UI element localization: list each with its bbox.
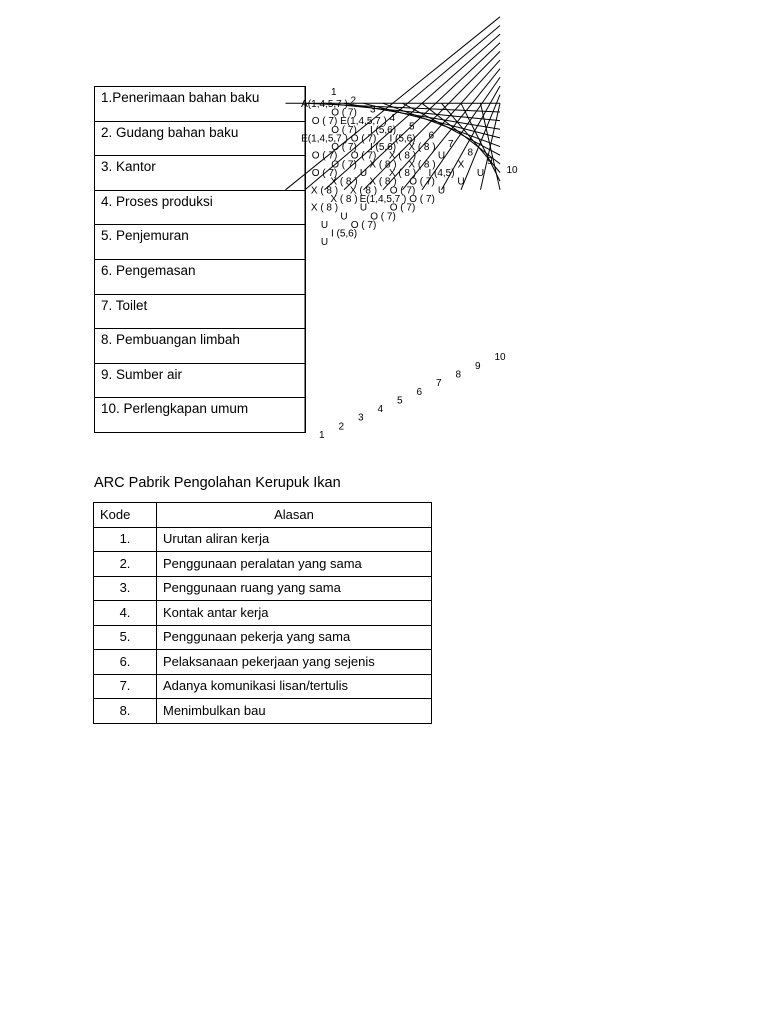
lower-index-label: 3 [358, 412, 364, 424]
relationship-code: I (5,6) [369, 142, 397, 154]
relationship-code: O ( 7) [331, 159, 357, 171]
relationship-code: O ( 7) [331, 124, 357, 136]
relationship-code: X ( 8 ) [408, 159, 436, 171]
lower-index-label: 1 [319, 430, 325, 441]
code-cell: 1. [94, 527, 157, 552]
upper-index-label: 10 [506, 164, 518, 176]
relationship-code: X ( 8 ) [310, 202, 339, 214]
code-cell: 8. [94, 699, 157, 724]
department-item: 5. Penjemuran [95, 225, 305, 260]
relationship-code: O ( 7) [311, 116, 338, 128]
relationship-code: O ( 7) [409, 176, 435, 188]
relationship-code: X ( 8 ) [408, 142, 436, 154]
relationship-code: O ( 7) [311, 168, 338, 179]
relationship-code: O ( 7) [331, 107, 357, 119]
upper-index-label: 9 [487, 156, 493, 168]
relationship-code: A(1,4,5,7 ) [301, 98, 348, 110]
lower-index-label: 6 [416, 386, 423, 398]
upper-index-label: 5 [409, 121, 415, 133]
relationship-code: U [476, 168, 485, 179]
reason-cell: Penggunaan ruang yang sama [157, 576, 432, 601]
relationship-code: X ( 8 ) [330, 176, 358, 188]
relationship-code: E(1,4,5,7 ) [359, 193, 407, 205]
reason-column-header: Alasan [157, 503, 432, 528]
relationship-code: X ( 8 ) [330, 193, 358, 205]
code-cell: 4. [94, 601, 157, 626]
lower-index-label: 8 [455, 369, 462, 381]
department-item: 9. Sumber air [95, 364, 305, 399]
relationship-code: O ( 7) [331, 142, 357, 154]
relationship-code: X ( 8 ) [310, 185, 339, 197]
reason-cell: Urutan aliran kerja [157, 527, 432, 552]
reason-code-table [93, 502, 432, 724]
reason-cell: Adanya komunikasi lisan/tertulis [157, 674, 432, 699]
relationship-code: U [340, 211, 348, 223]
relationship-code: E(1,4,5,7 ) [340, 116, 387, 128]
relationship-code: E(1,4,5,7 ) [301, 133, 348, 145]
relationship-code: X ( 8 ) [388, 168, 417, 179]
relationship-code: O ( 7) [389, 202, 416, 214]
relationship-code: U [320, 237, 329, 249]
table-row [94, 527, 432, 552]
lower-index-label: 7 [436, 378, 442, 390]
department-item: 8. Pembuangan limbah [95, 329, 305, 364]
upper-index-label: 7 [448, 138, 454, 150]
relationship-code: O ( 7) [311, 150, 338, 162]
table-row [94, 576, 432, 601]
lower-index-label: 10 [494, 352, 506, 364]
relationship-code: O ( 7) [409, 193, 435, 205]
relationship-code: O ( 7) [350, 219, 377, 231]
upper-index-label: 4 [389, 112, 396, 124]
code-cell: 5. [94, 625, 157, 650]
lower-index-label: 2 [338, 421, 345, 433]
upper-index-label: 2 [350, 95, 357, 107]
table-row [94, 699, 432, 724]
table-row [94, 674, 432, 699]
department-item: 4. Proses produksi [95, 191, 305, 226]
diagram-caption: ARC Pabrik Pengolahan Kerupuk Ikan [94, 475, 341, 491]
relationship-code: O ( 7) [350, 150, 377, 162]
relationship-code: I (4,5) [428, 168, 455, 179]
relationship-code: X [457, 159, 465, 171]
table-row [94, 601, 432, 626]
reason-cell: Pelaksanaan pekerjaan yang sejenis [157, 650, 432, 675]
relationship-code: U [437, 185, 446, 197]
department-item: 10. Perlengkapan umum [95, 398, 305, 433]
upper-index-label: 1 [331, 87, 337, 98]
relationship-code: U [359, 168, 368, 179]
reason-cell: Kontak antar kerja [157, 601, 432, 626]
table-row [94, 552, 432, 577]
upper-index-label: 3 [370, 104, 376, 116]
reason-cell: Penggunaan pekerja yang sama [157, 625, 432, 650]
department-item: 1.Penerimaan bahan baku [95, 87, 305, 122]
relationship-code: U [359, 202, 368, 214]
department-item: 6. Pengemasan [95, 260, 305, 295]
relationship-code: I (5,6) [330, 228, 358, 240]
reason-cell: Menimbulkan bau [157, 699, 432, 724]
relationship-code: X ( 8 ) [349, 185, 378, 197]
lower-index-label: 9 [475, 360, 481, 372]
table-row [94, 650, 432, 675]
code-column-header: Kode [94, 503, 157, 528]
department-item: 3. Kantor [95, 156, 305, 191]
code-cell: 6. [94, 650, 157, 675]
relationship-code: X ( 8 ) [369, 176, 397, 188]
arc-diagram [0, 0, 768, 470]
reason-cell: Penggunaan peralatan yang sama [157, 552, 432, 577]
department-item: 2. Gudang bahan baku [95, 122, 305, 157]
relationship-code: O ( 7) [370, 211, 396, 223]
upper-index-label: 6 [428, 130, 435, 142]
code-cell: 7. [94, 674, 157, 699]
lower-index-label: 5 [397, 395, 403, 407]
code-cell: 3. [94, 576, 157, 601]
relationship-code: I (5,6) [369, 124, 397, 136]
relationship-code: X ( 8 ) [369, 159, 397, 171]
department-item: 7. Toilet [95, 295, 305, 330]
relationship-code: O ( 7) [389, 185, 416, 197]
relationship-code: U [320, 219, 329, 231]
lower-index-label: 4 [377, 404, 384, 416]
relationship-code: X ( 8 ) [388, 150, 417, 162]
upper-index-label: 8 [467, 147, 474, 159]
relationship-code: U [457, 176, 465, 188]
code-cell: 2. [94, 552, 157, 577]
relationship-code: I (5,6) [389, 133, 416, 145]
relationship-code: O ( 7) [350, 133, 377, 145]
relationship-code: U [437, 150, 446, 162]
table-row [94, 625, 432, 650]
table-header-row [94, 503, 432, 528]
